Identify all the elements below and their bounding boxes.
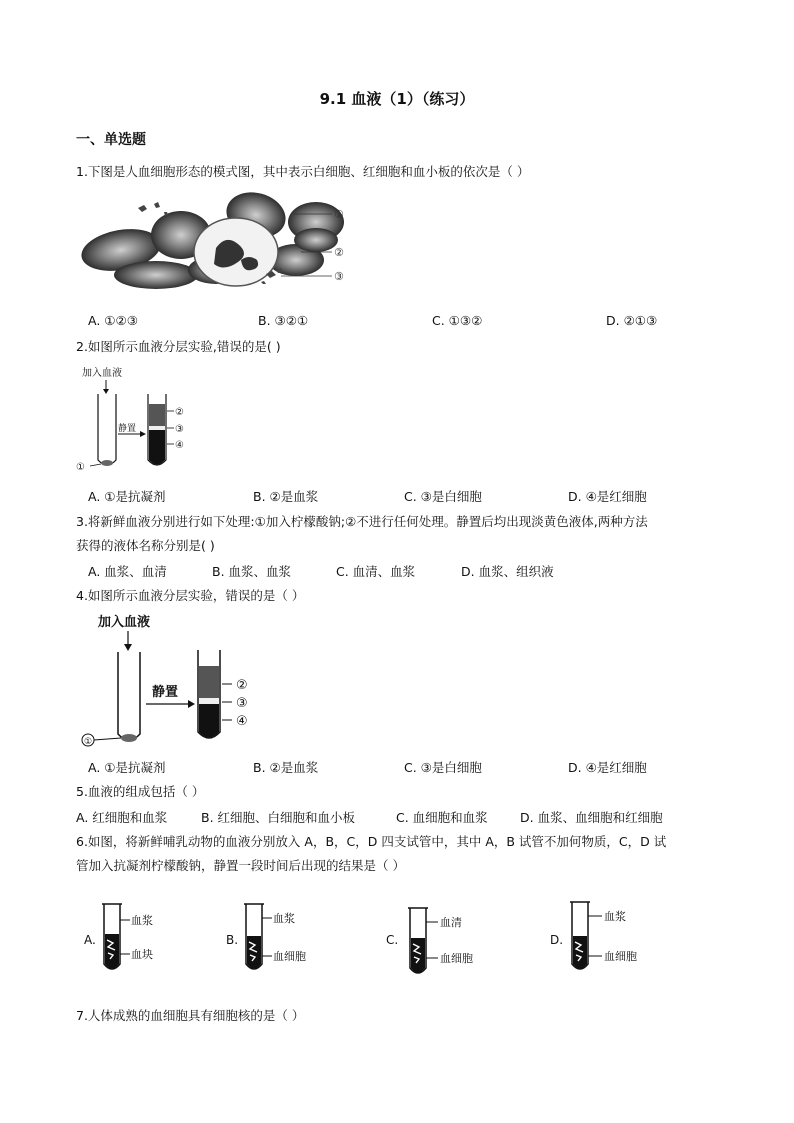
question-4-option-c[interactable]: C. ③是白细胞	[404, 760, 482, 775]
question-2-option-c[interactable]: C. ③是白细胞	[404, 489, 482, 504]
question-1-option-d[interactable]: D. ②①③	[606, 313, 658, 328]
tube-letter: C.	[386, 933, 399, 947]
figure-label: 静置	[152, 685, 179, 700]
question-2-option-d[interactable]: D. ④是红细胞	[568, 489, 647, 504]
question-4-option-a[interactable]: A. ①是抗凝剂	[88, 760, 166, 775]
tube-letter: A.	[84, 933, 96, 947]
page-title: 9.1 血液（1）（练习）	[319, 90, 475, 108]
question-2-option-b[interactable]: B. ②是血浆	[253, 489, 319, 504]
figure-label: ③	[175, 424, 184, 435]
question-6-stem-line2: 管加入抗凝剂柠檬酸钠，静置一段时间后出现的结果是（ ）	[76, 858, 405, 873]
blood-cells-figure	[76, 190, 356, 300]
tube-top-label: 血清	[440, 916, 462, 929]
question-1-option-c[interactable]: C. ①③②	[432, 313, 483, 328]
question-3-option-a[interactable]: A. 血浆、血清	[88, 564, 167, 579]
question-3-option-b[interactable]: B. 血浆、血浆	[212, 564, 292, 579]
figure-label: 静置	[118, 424, 137, 434]
figure-label: 加入血液	[98, 615, 151, 630]
question-4-option-d[interactable]: D. ④是红细胞	[568, 760, 647, 775]
question-5-option-a[interactable]: A. 红细胞和血浆	[76, 810, 168, 825]
tube-option-a[interactable]	[84, 898, 194, 982]
tube-top-label: 血浆	[604, 910, 626, 923]
tube-letter: B.	[226, 933, 239, 947]
question-3-stem-line2: 获得的液体名称分别是( )	[76, 538, 215, 553]
question-7-stem: 7.人体成熟的血细胞具有细胞核的是（ ）	[76, 1008, 305, 1023]
figure-label: ①	[334, 208, 344, 221]
figure-label: ①	[76, 462, 85, 473]
figure-label: ④	[175, 440, 184, 451]
question-4-option-b[interactable]: B. ②是血浆	[253, 760, 319, 775]
question-5-stem: 5.血液的组成包括（ ）	[76, 784, 205, 799]
question-3-option-d[interactable]: D. 血浆、组织液	[461, 564, 554, 579]
tube-option-b[interactable]	[226, 898, 336, 982]
question-2-option-a[interactable]: A. ①是抗凝剂	[88, 489, 166, 504]
blood-layering-figure-small	[76, 364, 206, 476]
tube-bottom-label: 血细胞	[440, 952, 473, 965]
tube-bottom-label: 血块	[131, 948, 153, 961]
figure-label: 加入血液	[82, 368, 122, 379]
question-1-option-a[interactable]: A. ①②③	[88, 313, 138, 328]
figure-label: ②	[175, 407, 184, 418]
tube-bottom-label: 血细胞	[273, 950, 306, 963]
section-heading: 一、单选题	[76, 132, 146, 148]
question-2-stem: 2.如图所示血液分层实验,错误的是( )	[76, 339, 281, 354]
figure-label: ③	[236, 696, 248, 711]
question-5-option-d[interactable]: D. 血浆、血细胞和红细胞	[520, 810, 663, 825]
question-3-option-c[interactable]: C. 血清、血浆	[336, 564, 416, 579]
question-5-option-b[interactable]: B. 红细胞、白细胞和血小板	[201, 810, 356, 825]
blood-layering-figure-large	[76, 610, 276, 752]
figure-label: ③	[334, 270, 344, 283]
question-1-stem: 1.下图是人血细胞形态的模式图，其中表示白细胞、红细胞和血小板的依次是（ ）	[76, 164, 530, 179]
question-6-stem-line1: 6.如图，将新鲜哺乳动物的血液分别放入 A，B，C，D 四支试管中，其中 A，B 试管不加何物质，C，D 试	[76, 834, 667, 849]
tube-top-label: 血浆	[273, 912, 295, 925]
question-5-option-c[interactable]: C. 血细胞和血浆	[396, 810, 488, 825]
tube-letter: D.	[550, 933, 564, 947]
question-1-option-b[interactable]: B. ③②①	[258, 313, 309, 328]
tube-bottom-label: 血细胞	[604, 950, 637, 963]
tube-option-c[interactable]	[386, 898, 496, 982]
tube-top-label: 血浆	[131, 914, 153, 927]
figure-label: ①	[84, 737, 93, 747]
tube-option-d[interactable]	[550, 898, 660, 982]
question-3-stem-line1: 3.将新鲜血液分别进行如下处理:①加入柠檬酸钠;②不进行任何处理。静置后均出现淡黄色液体,两种方法	[76, 514, 648, 529]
figure-label: ④	[236, 714, 248, 729]
figure-label: ②	[236, 678, 248, 693]
figure-label: ②	[334, 246, 344, 259]
question-4-stem: 4.如图所示血液分层实验，错误的是（ ）	[76, 588, 305, 603]
